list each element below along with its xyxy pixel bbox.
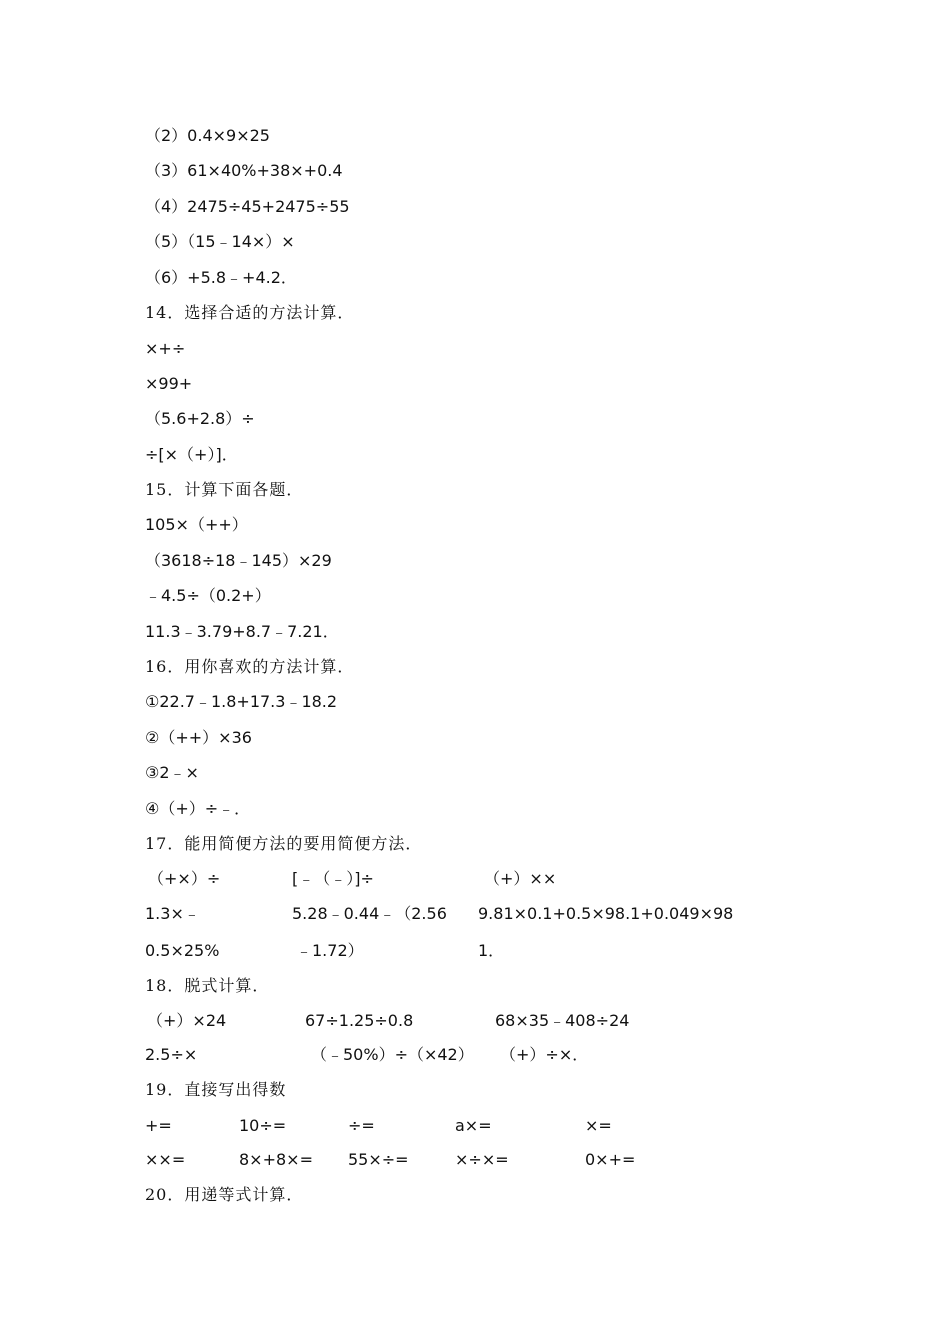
q18-expr-3b: （+）÷×． [500, 1045, 589, 1064]
q15-heading: 15．计算下面各题． [145, 480, 304, 499]
q14-item-3: （5.6+2.8）÷ [145, 409, 255, 428]
q14-item-1: ×+÷ [145, 339, 186, 358]
q18-expr-2b: （﹣50%）÷（×42） [311, 1045, 474, 1064]
q17-heading: 17．能用简便方法的要用简便方法． [145, 834, 423, 853]
q17-expr-3a: （+）×× [484, 869, 557, 888]
q16-item-3: ③2﹣× [145, 763, 199, 782]
q17-expr-3c: 1． [478, 941, 505, 960]
q14-item-4: ÷[×（+）]． [145, 445, 238, 464]
q19-expr-4b: ×÷×= [455, 1150, 509, 1169]
q16-item-2: ②（++）×36 [145, 728, 252, 747]
q17-expr-1b: 1.3×﹣ [145, 904, 200, 923]
q18-expr-2a: 67÷1.25÷0.8 [305, 1011, 414, 1030]
q17-expr-2b: 5.28﹣0.44﹣（2.56 [292, 904, 447, 923]
q18-expr-3a: 68×35﹣408÷24 [495, 1011, 630, 1030]
q20-heading: 20．用递等式计算． [145, 1185, 304, 1204]
q16-item-4: ④（+）÷﹣． [145, 799, 251, 818]
q14-heading: 14．选择合适的方法计算． [145, 303, 355, 322]
q16-item-1: ①22.7﹣1.8+17.3﹣18.2 [145, 692, 338, 711]
q17-expr-1a: （+×）÷ [148, 869, 221, 888]
q19-expr-2b: 8×+8×= [239, 1150, 313, 1169]
q17-expr-3b: 9.81×0.1+0.5×98.1+0.049×98 [478, 904, 734, 923]
q18-expr-1b: 2.5÷× [145, 1045, 198, 1064]
q19-expr-5a: ×= [585, 1116, 612, 1135]
q17-expr-1c: 0.5×25% [145, 941, 220, 960]
q18-expr-1a: （+）×24 [147, 1011, 227, 1030]
q14-item-2: ×99+ [145, 374, 193, 393]
q15-item-1: 105×（++） [145, 515, 248, 534]
q19-expr-2a: 10÷= [239, 1116, 287, 1135]
q19-expr-1a: += [145, 1116, 172, 1135]
q16-heading: 16．用你喜欢的方法计算． [145, 657, 355, 676]
q15-item-4: 11.3﹣3.79+8.7﹣7.21． [145, 622, 339, 641]
q15-item-2: （3618÷18﹣145）×29 [145, 551, 332, 570]
q19-heading: 19．直接写出得数 [145, 1080, 287, 1099]
q19-expr-5b: 0×+= [585, 1150, 636, 1169]
q18-heading: 18．脱式计算． [145, 976, 270, 995]
q13-item-4: （4）2475÷45+2475÷55 [145, 197, 350, 216]
q13-item-2: （2）0.4×9×25 [145, 126, 270, 145]
q15-item-3: ﹣4.5÷（0.2+） [145, 586, 271, 605]
q19-expr-4a: a×= [455, 1116, 492, 1135]
q13-item-6: （6）+5.8﹣+4.2． [145, 268, 297, 287]
q17-expr-2a: [﹣（﹣）]÷ [292, 869, 374, 888]
q19-expr-3b: 55×÷= [348, 1150, 409, 1169]
q13-item-3: （3）61×40%+38×+0.4 [145, 161, 343, 180]
q19-expr-3a: ÷= [348, 1116, 375, 1135]
q13-item-5: （5）（15﹣14×）× [145, 232, 295, 251]
q19-expr-1b: ××= [145, 1150, 186, 1169]
q17-expr-2c: ﹣1.72） [296, 941, 364, 960]
